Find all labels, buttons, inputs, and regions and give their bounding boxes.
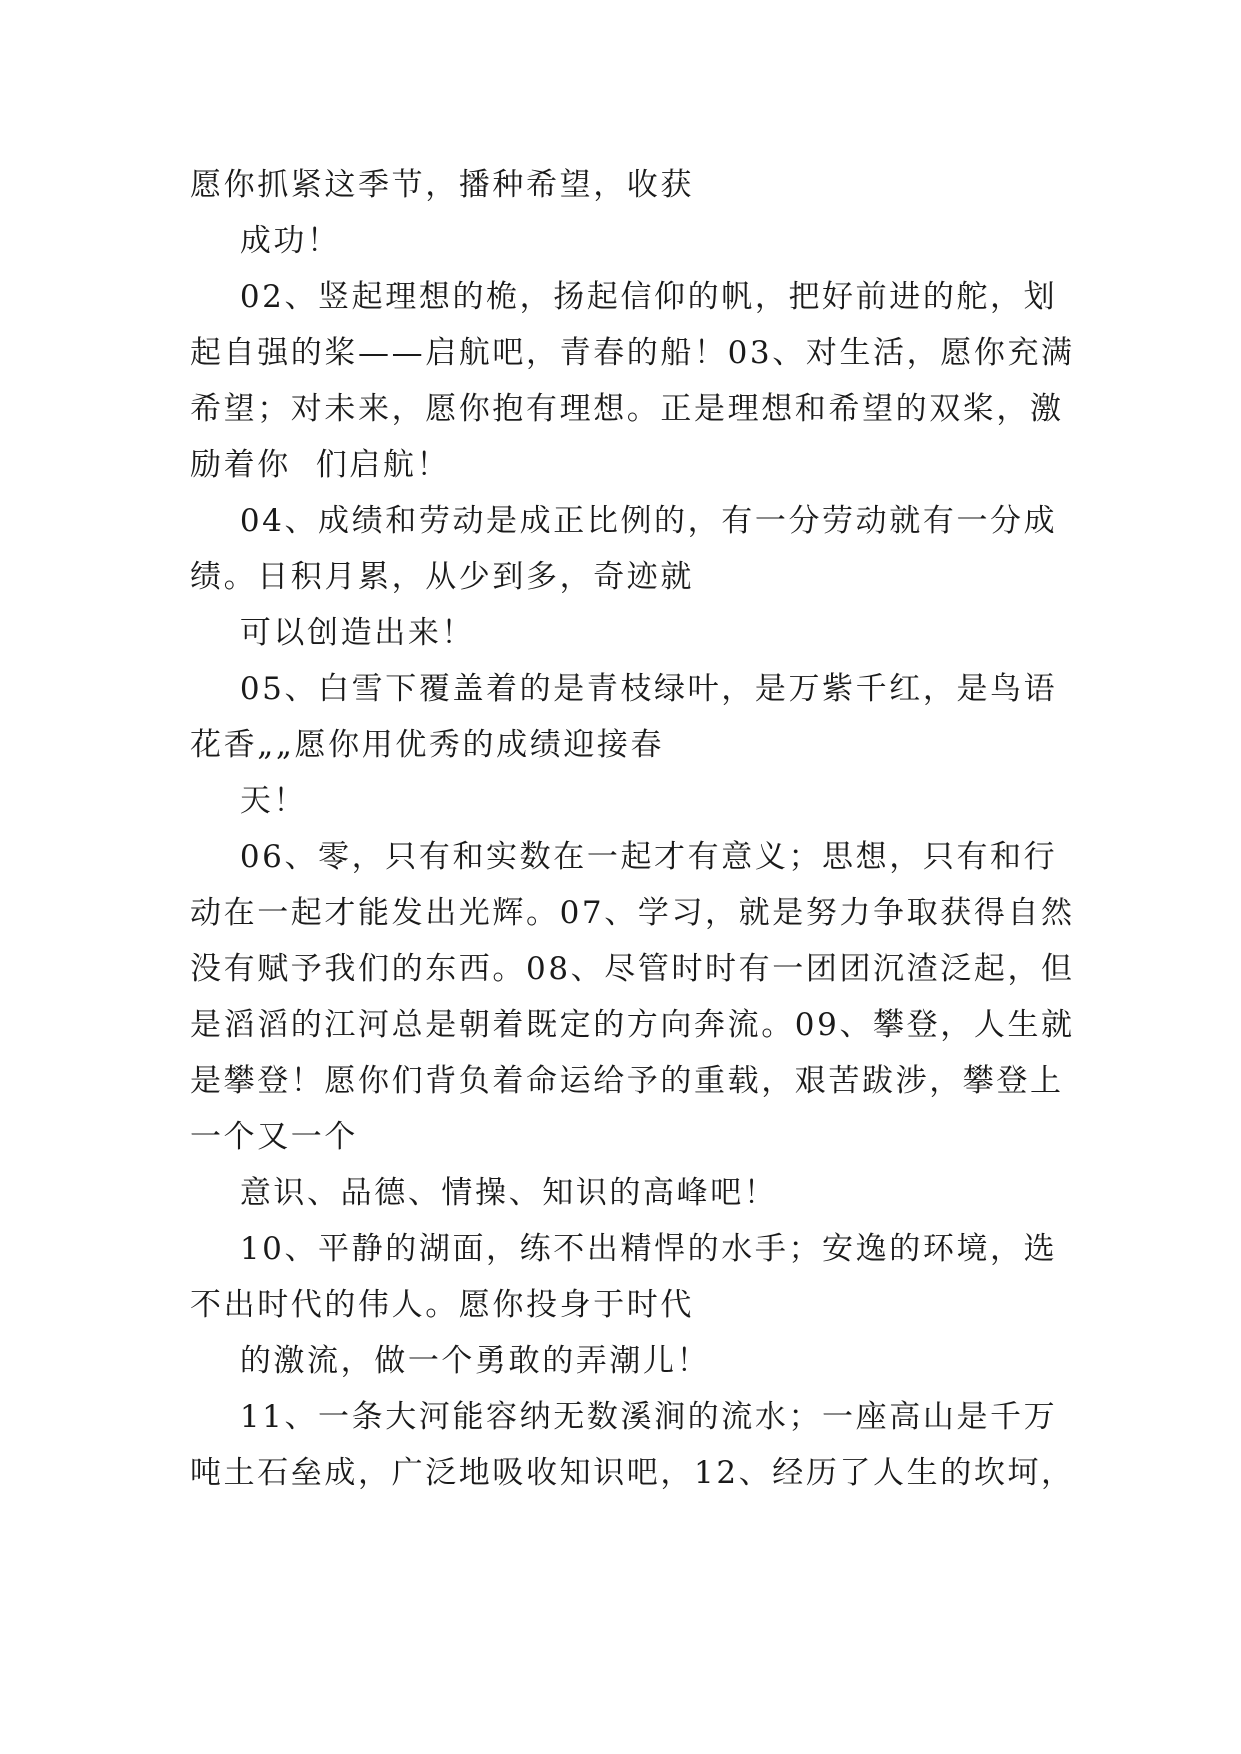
- text-line: 愿你抓紧这季节，播种希望，收获: [190, 167, 694, 203]
- text-line: 花香„„愿你用优秀的成绩迎接春: [190, 727, 665, 763]
- text-line: 一个又一个: [190, 1119, 358, 1155]
- text-line: 的激流，做一个勇敢的弄潮儿！: [190, 1343, 711, 1379]
- text-line: 05、白雪下覆盖着的是青枝绿叶，是万紫千红，是鸟语: [190, 671, 1058, 707]
- text-line: 成功！: [190, 223, 341, 259]
- text-line: 希望；对未来，愿你抱有理想。正是理想和希望的双桨，激: [190, 391, 1064, 427]
- text-line: 10、平静的湖面，练不出精悍的水手；安逸的环境，选: [190, 1231, 1058, 1267]
- text-line: 天！: [190, 783, 308, 819]
- text-line: 没有赋予我们的东西。08、尽管时时有一团团沉渣泛起，但: [190, 951, 1075, 987]
- text-line: 吨土石垒成，广泛地吸收知识吧，12、经历了人生的坎坷，: [190, 1455, 1075, 1491]
- text-line: 意识、品德、情操、知识的高峰吧！: [190, 1175, 778, 1211]
- text-line: 可以创造出来！: [190, 615, 476, 651]
- text-line: 不出时代的伟人。愿你投身于时代: [190, 1287, 694, 1323]
- text-line: 是攀登！愿你们背负着命运给予的重载，艰苦跋涉，攀登上: [190, 1063, 1064, 1099]
- text-line: 动在一起才能发出光辉。07、学习，就是努力争取获得自然: [190, 895, 1075, 931]
- text-line: 02、竖起理想的桅，扬起信仰的帆，把好前进的舵，划: [190, 279, 1058, 315]
- text-line: 06、零，只有和实数在一起才有意义；思想，只有和行: [190, 839, 1058, 875]
- text-line: 04、成绩和劳动是成正比例的，有一分劳动就有一分成: [190, 503, 1058, 539]
- text-line: 绩。日积月累，从少到多，奇迹就: [190, 559, 694, 595]
- text-line: 励着你 们启航！: [190, 447, 451, 483]
- text-line: 11、一条大河能容纳无数溪涧的流水；一座高山是千万: [190, 1399, 1058, 1435]
- text-line: 是滔滔的江河总是朝着既定的方向奔流。09、攀登，人生就: [190, 1007, 1075, 1043]
- text-line: 起自强的桨——启航吧，青春的船！03、对生活，愿你充满: [190, 335, 1075, 371]
